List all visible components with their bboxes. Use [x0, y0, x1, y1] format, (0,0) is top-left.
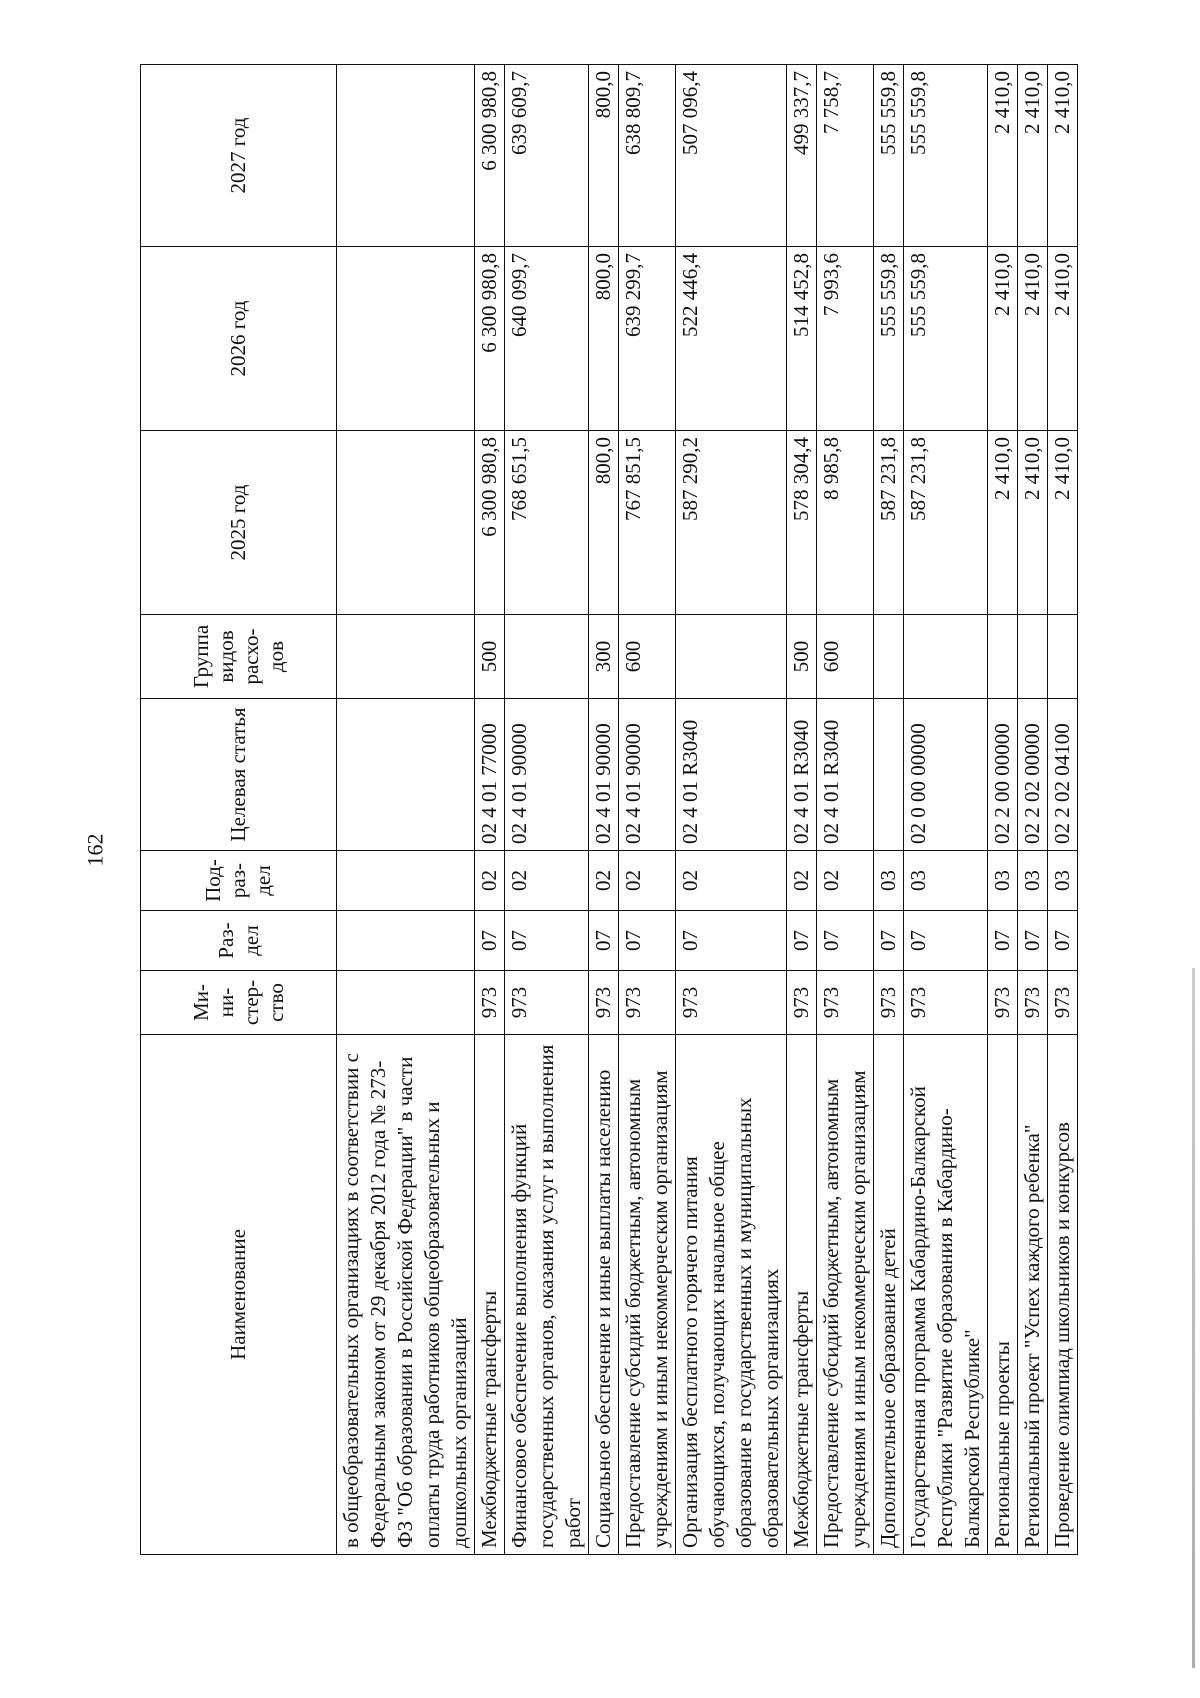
cell-subsection: 02: [817, 851, 874, 911]
cell-target: 02 0 00 00000: [904, 699, 988, 851]
cell-name: Социальное обеспечение и иные выплаты населению: [589, 1035, 619, 1555]
cell-2026: 800,0: [589, 247, 619, 431]
cell-2027: 6 300 980,8: [475, 65, 505, 247]
cell-expense-group: 600: [619, 615, 676, 699]
cell-target: [874, 699, 904, 851]
cell-2026: 522 446,4: [676, 247, 787, 431]
cell-name: Межбюджетные трансферты: [475, 1035, 505, 1555]
cell-ministry: 973: [505, 971, 589, 1035]
table-header-row: [141, 65, 337, 1555]
cell-name: Организация бесплатного горячего питания обучающихся, получающих начальное общее образование в государственных и муниципальных образовательных организациях: [676, 1035, 787, 1555]
cell-2026: 2 410,0: [1048, 247, 1078, 431]
header-target: Целевая статья: [141, 699, 337, 851]
table-row: [1048, 65, 1078, 1555]
cell-2027: 639 609,7: [505, 65, 589, 247]
cell-2026: 2 410,0: [988, 247, 1018, 431]
cell-2026: 555 559,8: [904, 247, 988, 431]
cell-subsection: 02: [619, 851, 676, 911]
header-expense-group: Группа видов расхо-дов: [141, 615, 337, 699]
cell-section: 07: [817, 911, 874, 971]
cell-section: 07: [475, 911, 505, 971]
cell-2025: 6 300 980,8: [475, 431, 505, 615]
header-2027: 2027 год: [141, 65, 337, 247]
cell-expense-group: [1048, 615, 1078, 699]
cell-name: Проведение олимпиад школьников и конкурсов: [1048, 1035, 1078, 1555]
cell-target: 02 4 01 77000: [475, 699, 505, 851]
page-number: 162: [82, 833, 107, 867]
table-row: [787, 65, 817, 1555]
cell-target: 02 4 01 90000: [589, 699, 619, 851]
cell-target: 02 2 02 04100: [1048, 699, 1078, 851]
cell-2026: 7 993,6: [817, 247, 874, 431]
cell-expense-group: [988, 615, 1018, 699]
cell-name: Предоставление субсидий бюджетным, автономным учреждениям и иным некоммерческим организациям: [619, 1035, 676, 1555]
cell-subsection: 02: [505, 851, 589, 911]
scan-edge-mark: [1192, 968, 1195, 1668]
table-row: [904, 65, 988, 1555]
cell-expense-group: 500: [475, 615, 505, 699]
header-section: Раз-дел: [141, 911, 337, 971]
cell-target: [337, 699, 475, 851]
cell-ministry: 973: [1048, 971, 1078, 1035]
budget-table-container: [140, 65, 1074, 1555]
cell-target: 02 2 02 00000: [1018, 699, 1048, 851]
cell-2025: 800,0: [589, 431, 619, 615]
cell-subsection: 02: [676, 851, 787, 911]
cell-name: Межбюджетные трансферты: [787, 1035, 817, 1555]
cell-2026: 640 099,7: [505, 247, 589, 431]
budget-table: [140, 64, 1078, 1555]
cell-subsection: 02: [787, 851, 817, 911]
cell-name: в общеобразовательных организациях в соответствии с Федеральным законом от 29 декабря 2012 года № 273-ФЗ "Об образовании в Российской Федерации" в части оплаты труда работников общеобразовательных и дошкольных организаций: [337, 1035, 475, 1555]
cell-expense-group: 500: [787, 615, 817, 699]
cell-ministry: 973: [988, 971, 1018, 1035]
cell-2026: 2 410,0: [1018, 247, 1048, 431]
cell-2027: 499 337,7: [787, 65, 817, 247]
table-row: [619, 65, 676, 1555]
cell-2025: 767 851,5: [619, 431, 676, 615]
cell-2025: [337, 431, 475, 615]
cell-section: 07: [904, 911, 988, 971]
cell-ministry: 973: [874, 971, 904, 1035]
table-row: [505, 65, 589, 1555]
cell-2025: 8 985,8: [817, 431, 874, 615]
table-row: [676, 65, 787, 1555]
cell-target: 02 4 01 90000: [619, 699, 676, 851]
cell-2026: 639 299,7: [619, 247, 676, 431]
cell-expense-group: 600: [817, 615, 874, 699]
cell-2025: 2 410,0: [1048, 431, 1078, 615]
cell-target: 02 2 00 00000: [988, 699, 1018, 851]
table-row: [475, 65, 505, 1555]
cell-section: 07: [1018, 911, 1048, 971]
cell-subsection: 02: [475, 851, 505, 911]
cell-name: Дополнительное образование детей: [874, 1035, 904, 1555]
cell-expense-group: 300: [589, 615, 619, 699]
cell-name: Государственная программа Кабардино-Балкарской Республики "Развитие образования в Кабардино-Балкарской Республике": [904, 1035, 988, 1555]
cell-expense-group: [676, 615, 787, 699]
cell-section: 07: [988, 911, 1018, 971]
table-row: [874, 65, 904, 1555]
cell-2025: 578 304,4: [787, 431, 817, 615]
cell-target: 02 4 01 R3040: [817, 699, 874, 851]
cell-ministry: 973: [787, 971, 817, 1035]
header-2026: 2026 год: [141, 247, 337, 431]
header-name: Наименование: [141, 1035, 337, 1555]
cell-ministry: 973: [619, 971, 676, 1035]
cell-ministry: 973: [817, 971, 874, 1035]
cell-2027: 2 410,0: [1018, 65, 1048, 247]
cell-section: 07: [589, 911, 619, 971]
cell-section: 07: [1048, 911, 1078, 971]
cell-subsection: 03: [1018, 851, 1048, 911]
cell-section: 07: [874, 911, 904, 971]
cell-subsection: 03: [988, 851, 1018, 911]
cell-2027: 507 096,4: [676, 65, 787, 247]
cell-ministry: 973: [589, 971, 619, 1035]
cell-expense-group: [1018, 615, 1048, 699]
table-row: [337, 65, 475, 1555]
cell-subsection: 03: [1048, 851, 1078, 911]
cell-ministry: [337, 971, 475, 1035]
cell-ministry: 973: [904, 971, 988, 1035]
cell-2027: 7 758,7: [817, 65, 874, 247]
table-row: [589, 65, 619, 1555]
cell-name: Региональный проект "Успех каждого ребенка": [1018, 1035, 1048, 1555]
cell-2027: 2 410,0: [1048, 65, 1078, 247]
header-2025: 2025 год: [141, 431, 337, 615]
table-row: [1018, 65, 1048, 1555]
cell-2025: 2 410,0: [988, 431, 1018, 615]
cell-name: Предоставление субсидий бюджетным, автономным учреждениям и иным некоммерческим организациям: [817, 1035, 874, 1555]
cell-2027: 638 809,7: [619, 65, 676, 247]
cell-section: [337, 911, 475, 971]
cell-2026: 555 559,8: [874, 247, 904, 431]
cell-subsection: 03: [904, 851, 988, 911]
cell-section: 07: [676, 911, 787, 971]
cell-expense-group: [904, 615, 988, 699]
cell-target: 02 4 01 R3040: [787, 699, 817, 851]
cell-name: Финансовое обеспечение выполнения функций государственных органов, оказания услуг и выполнения работ: [505, 1035, 589, 1555]
cell-2026: 6 300 980,8: [475, 247, 505, 431]
cell-target: 02 4 01 R3040: [676, 699, 787, 851]
cell-expense-group: [874, 615, 904, 699]
cell-2027: 800,0: [589, 65, 619, 247]
cell-2027: 2 410,0: [988, 65, 1018, 247]
cell-ministry: 973: [676, 971, 787, 1035]
cell-2027: 555 559,8: [874, 65, 904, 247]
cell-2025: 2 410,0: [1018, 431, 1048, 615]
cell-section: 07: [787, 911, 817, 971]
cell-ministry: 973: [475, 971, 505, 1035]
header-ministry: Ми-ни-стер-ство: [141, 971, 337, 1035]
table-row: [817, 65, 874, 1555]
cell-expense-group: [337, 615, 475, 699]
cell-subsection: [337, 851, 475, 911]
cell-expense-group: [505, 615, 589, 699]
cell-name: Региональные проекты: [988, 1035, 1018, 1555]
cell-subsection: 02: [589, 851, 619, 911]
table-row: [988, 65, 1018, 1555]
cell-2027: [337, 65, 475, 247]
cell-target: 02 4 01 90000: [505, 699, 589, 851]
cell-2025: 587 290,2: [676, 431, 787, 615]
cell-2025: 587 231,8: [874, 431, 904, 615]
cell-ministry: 973: [1018, 971, 1048, 1035]
cell-section: 07: [619, 911, 676, 971]
cell-2027: 555 559,8: [904, 65, 988, 247]
header-subsection: Под-раз-дел: [141, 851, 337, 911]
cell-2025: 768 651,5: [505, 431, 589, 615]
cell-subsection: 03: [874, 851, 904, 911]
cell-2026: 514 452,8: [787, 247, 817, 431]
table-body: [337, 65, 1078, 1555]
cell-2026: [337, 247, 475, 431]
cell-2025: 587 231,8: [904, 431, 988, 615]
cell-section: 07: [505, 911, 589, 971]
